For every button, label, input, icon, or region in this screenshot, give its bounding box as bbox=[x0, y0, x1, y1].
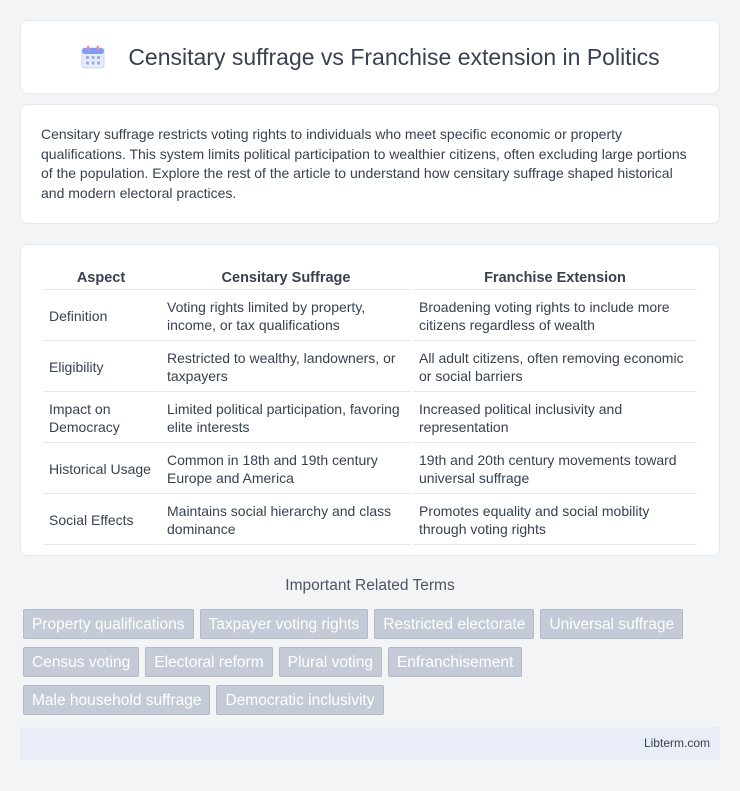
franchise-cell: All adult citizens, often removing economic or social barriers bbox=[413, 343, 697, 392]
aspect-cell: Impact on Democracy bbox=[43, 394, 159, 443]
page-title: Censitary suffrage vs Franchise extension in Politics bbox=[128, 43, 660, 70]
intro-card bbox=[20, 104, 720, 224]
censitary-cell: Common in 18th and 19th century Europe and America bbox=[161, 445, 411, 494]
comparison-table bbox=[41, 265, 699, 547]
tag-property-qualifications[interactable]: Property qualifications bbox=[23, 609, 194, 639]
column-header-censitary: Censitary Suffrage bbox=[161, 267, 411, 290]
censitary-cell: Limited political participation, favoring elite interests bbox=[161, 394, 411, 443]
table-row bbox=[43, 292, 697, 341]
franchise-cell: Promotes equality and social mobility through voting rights bbox=[413, 496, 697, 545]
aspect-cell: Historical Usage bbox=[43, 445, 159, 494]
intro-text: Censitary suffrage restricts voting rights to individuals who meet specific economic or property qualifications. This system limits political participation to wealthier citizens, often excluding large portions of the population. Explore the rest of the article to understand how censitary suffrage shaped historical and modern electoral practices. bbox=[41, 126, 687, 201]
tag-restricted-electorate[interactable]: Restricted electorate bbox=[374, 609, 534, 639]
footer bbox=[20, 727, 720, 760]
tag-plural-voting[interactable]: Plural voting bbox=[279, 647, 382, 677]
aspect-cell: Social Effects bbox=[43, 496, 159, 545]
censitary-cell: Maintains social hierarchy and class dominance bbox=[161, 496, 411, 545]
column-header-franchise: Franchise Extension bbox=[413, 267, 697, 290]
franchise-cell: 19th and 20th century movements toward universal suffrage bbox=[413, 445, 697, 494]
censitary-cell: Voting rights limited by property, income, or tax qualifications bbox=[161, 292, 411, 341]
tag-enfranchisement[interactable]: Enfranchisement bbox=[388, 647, 522, 677]
franchise-cell: Broadening voting rights to include more citizens regardless of wealth bbox=[413, 292, 697, 341]
franchise-cell: Increased political inclusivity and representation bbox=[413, 394, 697, 443]
header bbox=[80, 44, 659, 71]
aspect-cell: Definition bbox=[43, 292, 159, 341]
related-terms-title: Important Related Terms bbox=[285, 577, 455, 594]
calendar-icon bbox=[80, 44, 106, 70]
footer-brand-link[interactable]: Libterm.com bbox=[643, 736, 710, 750]
header-card bbox=[20, 20, 720, 94]
column-header-aspect: Aspect bbox=[43, 267, 159, 290]
table-row bbox=[43, 496, 697, 545]
tag-electoral-reform[interactable]: Electoral reform bbox=[145, 647, 272, 677]
tag-universal-suffrage[interactable]: Universal suffrage bbox=[540, 609, 683, 639]
tag-male-household-suffrage[interactable]: Male household suffrage bbox=[23, 685, 210, 715]
comparison-table-card bbox=[20, 244, 720, 556]
aspect-cell: Eligibility bbox=[43, 343, 159, 392]
table-row bbox=[43, 445, 697, 494]
censitary-cell: Restricted to wealthy, landowners, or taxpayers bbox=[161, 343, 411, 392]
related-terms-list bbox=[23, 609, 713, 715]
table-row bbox=[43, 343, 697, 392]
table-header-row bbox=[43, 267, 697, 290]
tag-democratic-inclusivity[interactable]: Democratic inclusivity bbox=[216, 685, 383, 715]
table-row bbox=[43, 394, 697, 443]
tag-taxpayer-voting-rights[interactable]: Taxpayer voting rights bbox=[200, 609, 369, 639]
tag-census-voting[interactable]: Census voting bbox=[23, 647, 139, 677]
